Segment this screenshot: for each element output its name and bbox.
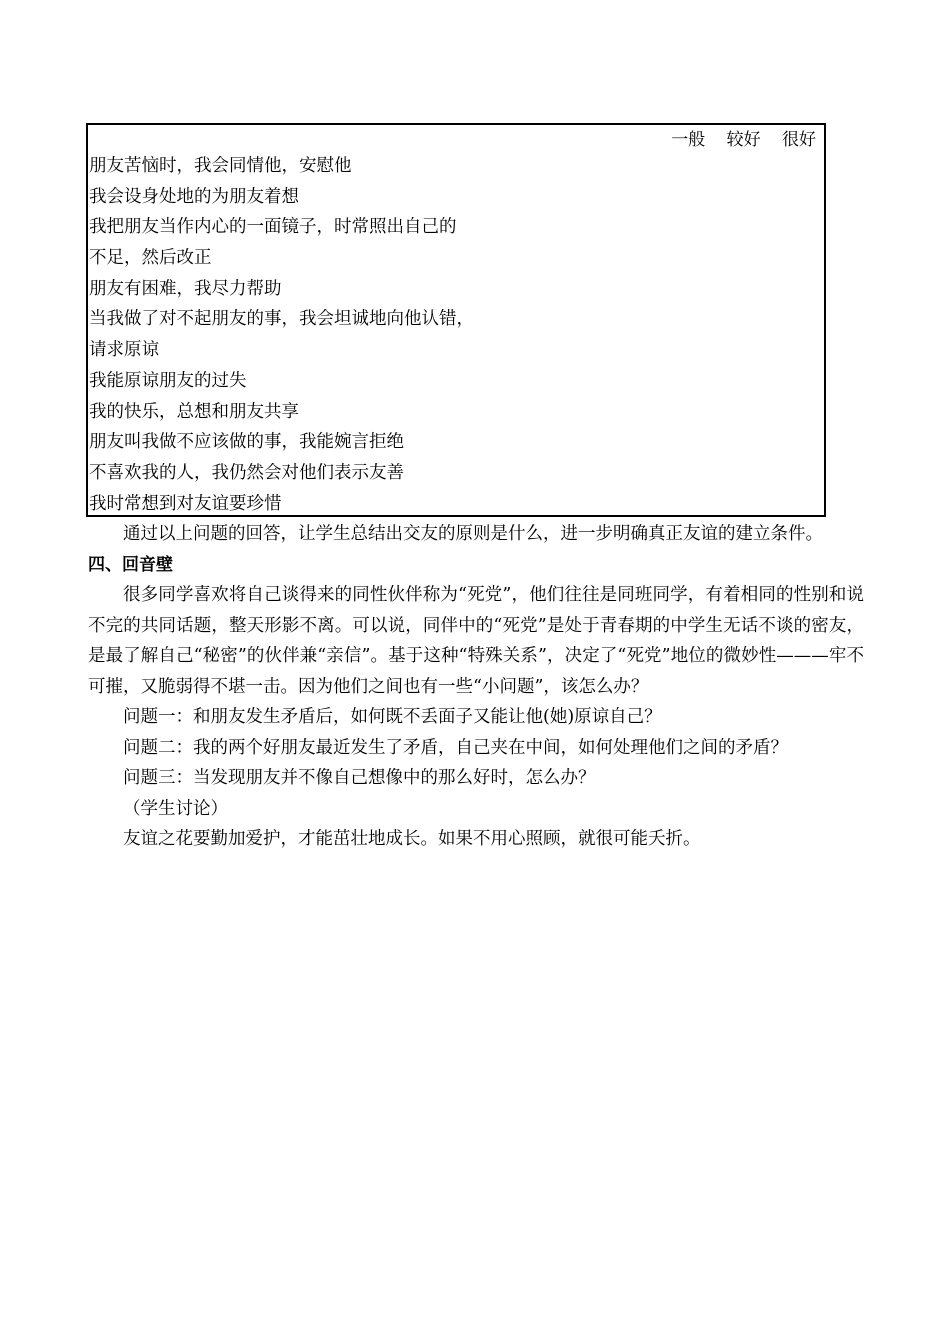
friendship-survey-table <box>86 123 826 517</box>
survey-item: 我把朋友当作内心的一面镜子，时常照出自己的 <box>89 217 457 238</box>
survey-item: 我时常想到对友谊要珍惜 <box>89 493 282 514</box>
survey-item: 不足，然后改正 <box>89 248 212 269</box>
survey-item: 朋友苦恼时，我会同情他，安慰他 <box>89 156 352 176</box>
question-two: 问题二：我的两个好朋友最近发生了矛盾，自己夹在中间，如何处理他们之间的矛盾？ <box>123 737 788 758</box>
summary-paragraph: 通过以上问题的回答，让学生总结出交友的原则是什么，进一步明确真正友谊的建立条件。 <box>123 524 823 544</box>
survey-item: 朋友叫我做不应该做的事，我能婉言拒绝 <box>89 432 404 453</box>
section-intro-paragraph: 很多同学喜欢将自己谈得来的同性伙伴称为“死党”，他们往往是同班同学，有着相同的性别和说不完的共同话题，整天形影不离。可以说，同伴中的“死党”是处于青春期的中学生无话不谈的密友，是最了解自己“秘密”的伙伴兼“亲信”。基于这种“特殊关系”，决定了“死党”地位的微妙性———牢不可摧，又脆弱得不堪一击。因为他们之间也有一些“小问题”，该怎么办？ <box>88 585 864 697</box>
survey-item: 不喜欢我的人，我仍然会对他们表示友善 <box>89 462 404 483</box>
survey-item-list <box>89 151 474 519</box>
survey-item: 朋友有困难，我尽力帮助 <box>89 278 282 299</box>
section-heading-echo-wall: 四、回音壁 <box>88 554 173 575</box>
question-three: 问题三：当发现朋友并不像自己想像中的那么好时，怎么办？ <box>123 768 596 788</box>
conclusion-paragraph: 友谊之花要勤加爱护，才能茁壮地成长。如果不用心照顾，就很可能夭折。 <box>123 829 701 849</box>
discussion-note: （学生讨论） <box>123 798 228 819</box>
survey-item: 我会设身处地的为朋友着想 <box>89 186 299 207</box>
survey-item: 我的快乐，总想和朋友共享 <box>89 401 299 422</box>
rating-label-good: 较好 <box>726 130 761 150</box>
survey-item: 请求原谅 <box>89 340 159 361</box>
rating-label-average: 一般 <box>671 130 706 150</box>
survey-item: 当我做了对不起朋友的事，我会坦诚地向他认错， <box>89 309 474 330</box>
rating-scale-header <box>655 130 816 150</box>
document-body <box>88 519 864 855</box>
survey-item: 我能原谅朋友的过失 <box>89 370 247 391</box>
rating-label-very-good: 很好 <box>782 130 816 150</box>
question-one: 问题一：和朋友发生矛盾后，如何既不丢面子又能让他(她)原谅自己？ <box>123 707 662 727</box>
